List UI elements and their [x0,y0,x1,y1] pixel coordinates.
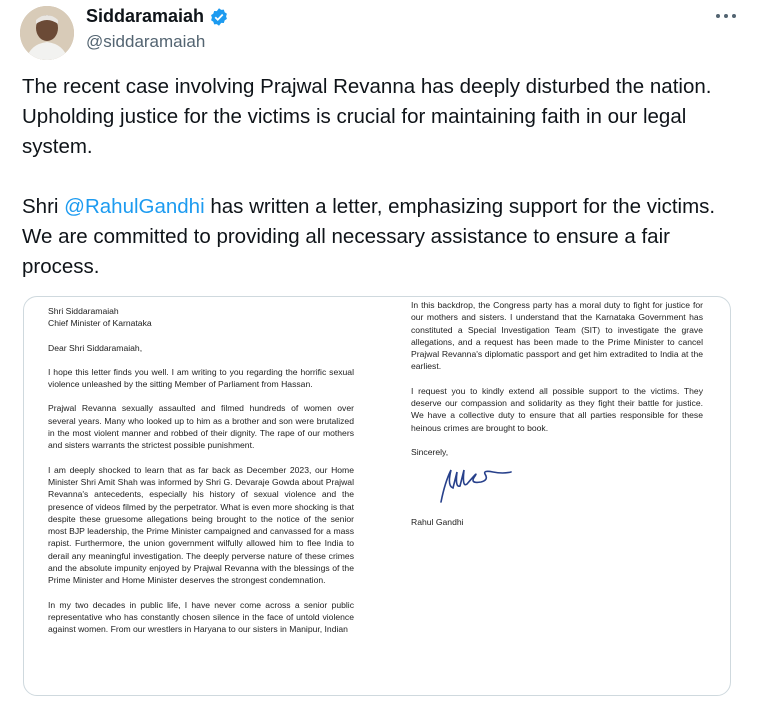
letter-paragraph: I am deeply shocked to learn that as far back as December 2023, our Home Minister Shri Amit Shah was informed by Shri G. Devaraje Gowda about Prajwal Revanna's antecedents, especially his history of sexual violence and the presence of videos filmed by the perpetrator. What is even more shocking is that despite these gruesome allegations being brought to the notice of the senior most BJP leadership, the Prime Minister campaigned and canvassed for a mass rapist. Furthermore, the union government wilfully allowed him to flee India to derail any meaningful investigation. The deeply perverse nature of these crimes and the absolute impunity enjoyed by Prajwal Revanna with the blessings of the Prime Minister and Home Minister deserves the strongest condemnation. [48,464,354,586]
letter-image[interactable] [23,296,731,696]
letter-right-column [411,299,703,528]
mention-link[interactable]: @RahulGandhi [64,195,205,218]
letter-recipient-title: Chief Minister of Karnataka [48,318,152,329]
letter-paragraph: I request you to kindly extend all possible support to the victims. They deserve our compassion and solidarity as they fight their battle for justice. We have a collective duty to ensure that all parties responsible for these heinous crimes are brought to book. [411,385,703,433]
letter-signatory: Rahul Gandhi [411,516,464,527]
author-name-text: Siddaramaiah [86,6,205,26]
letter-paragraph: In this backdrop, the Congress party has a moral duty to fight for justice for our mothers and sisters. I understand that the Karnataka Government has constituted a Special Investigation Team (SIT) to investigate the grave allegations, and a request has been made to the Prime Minister to cancel Prajwal Revanna's diplomatic passport and get him extradited to India at the earliest. [411,300,703,372]
more-options-icon[interactable] [713,6,739,26]
tweet-paragraph-1: The recent case involving Prajwal Revanna has deeply disturbed the nation. Upholding justice for the victims is crucial for maintaining faith in our legal system. [22,75,718,158]
letter-paragraph: Prajwal Revanna sexually assaulted and filmed hundreds of women over several years. Many who looked up to him as a brother and son were brutalized in the most violent manner and robbed of their dignity. The rape of our mothers and sisters warrants the strictest possible punishment. [48,403,354,451]
letter-salutation: Dear Shri Siddaramaiah, [48,342,143,353]
avatar[interactable] [20,6,74,60]
tweet-paragraph-2-suffix: has written a letter, emphasizing support for the victims. We are committed to providing all necessary assistance to ensure a fair process. [22,195,721,278]
author-name[interactable] [86,6,229,27]
letter-paragraph: In my two decades in public life, I have never come across a senior public representative who has constantly chosen silence in the face of untold violence against women. From our wrestlers in Haryana to our sisters in Manipur, Indian [48,599,354,635]
verified-badge-icon [209,7,229,27]
author-handle[interactable]: @siddaramaiah [86,32,206,51]
letter-closing: Sincerely, [411,446,449,457]
letter-paragraph: I hope this letter finds you well. I am writing to you regarding the horrific sexual violence unleashed by the sitting Member of Parliament from Hassan. [48,366,354,390]
profile-photo [20,6,74,60]
handwritten-signature [433,462,513,506]
tweet-text [22,72,744,282]
tweet-paragraph-2-prefix: Shri [22,195,65,218]
letter-recipient-name: Shri Siddaramaiah [48,306,119,316]
letter-left-column [48,305,354,648]
